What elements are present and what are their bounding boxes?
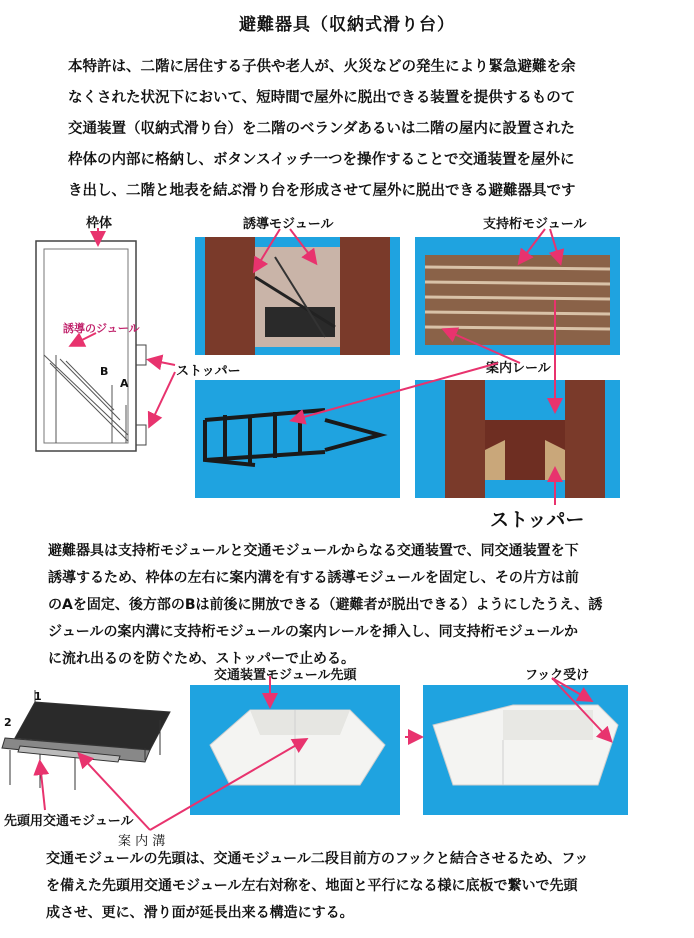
middle-line: に流れ出るのを防ぐため、ストッパーで止める。: [48, 651, 356, 667]
middle-line: ジュールの案内溝に支持桁モジュールの案内レールを挿入し、同支持桁モジュールか: [48, 624, 579, 640]
page-title: 避難器具（収納式滑り台）: [239, 15, 455, 35]
support-module-photo: [415, 237, 620, 355]
head-module-label: 交通装置モジュール先頭: [214, 668, 357, 683]
front-module-diagram: [0, 690, 185, 810]
a-label: A: [120, 377, 129, 390]
stopper-label-large: ストッパー: [490, 509, 585, 531]
frame-diagram: [30, 235, 170, 465]
frame-label: 枠体: [86, 216, 113, 231]
stopper-photo: [415, 380, 620, 498]
intro-line: なくされた状況下において、短時間で屋外に脱出できる装置を提供するものて: [68, 90, 576, 106]
bottom-line: を備えた先頭用交通モジュール左右対称を、地面と平行になる様に底板で繋いで先頭: [46, 878, 578, 894]
intro-line: 本特許は、二階に居住する子供や老人が、火災などの発生により緊急避難を余: [68, 59, 576, 75]
middle-line: 誘導するため、枠体の左右に案内溝を有する誘導モジュールを固定し、その片方は前: [48, 570, 579, 586]
hook-receiver-label: フック受け: [525, 668, 590, 683]
guide-groove-label: 案 内 溝: [118, 834, 166, 849]
b-label: B: [100, 365, 109, 378]
guide-module-label: 誘導モジュール: [243, 217, 334, 232]
support-module-label: 支持桁モジュール: [483, 217, 587, 232]
guide-module-small-label: 誘導のジュール: [63, 322, 140, 335]
middle-line: のAを固定、後方部のBは前後に開放できる（避難者が脱出できる）ようにしたうえ、誘: [48, 597, 603, 613]
intro-line: 交通装置（収納式滑り台）を二階のベランダあるいは二階の屋内に設置された: [68, 121, 575, 137]
bottom-line: 成させ、更に、滑り面が延長出来る構造にする。: [46, 905, 354, 921]
stopper-label: ストッパー: [176, 364, 241, 379]
front-module-label: 先頭用交通モジュール: [4, 814, 134, 829]
module-photo-lower-left: [195, 380, 400, 498]
number-1: 1: [34, 690, 42, 703]
middle-line: 避難器具は支持桁モジュールと交通モジュールからなる交通装置で、同交通装置を下: [48, 543, 579, 559]
bottom-paragraph: [46, 846, 668, 927]
intro-line: 枠体の内部に格納し、ボタンスイッチ一つを操作することで交通装置を屋外に: [68, 152, 575, 168]
bottom-line: 交通モジュールの先頭は、交通モジュール二段目前方のフックと結合させるため、フッ: [46, 851, 589, 867]
hook-module-photo: [423, 685, 628, 815]
number-2: 2: [4, 716, 12, 729]
guide-module-photo: [195, 237, 400, 355]
intro-line: き出し、二階と地表を結ぶ滑り台を形成させて屋外に脱出できる避難器具です: [68, 183, 576, 199]
middle-paragraph: [48, 538, 668, 673]
intro-paragraph: [68, 52, 658, 207]
head-module-photo: [190, 685, 400, 815]
guide-rail-label: 案内レール: [486, 361, 551, 376]
